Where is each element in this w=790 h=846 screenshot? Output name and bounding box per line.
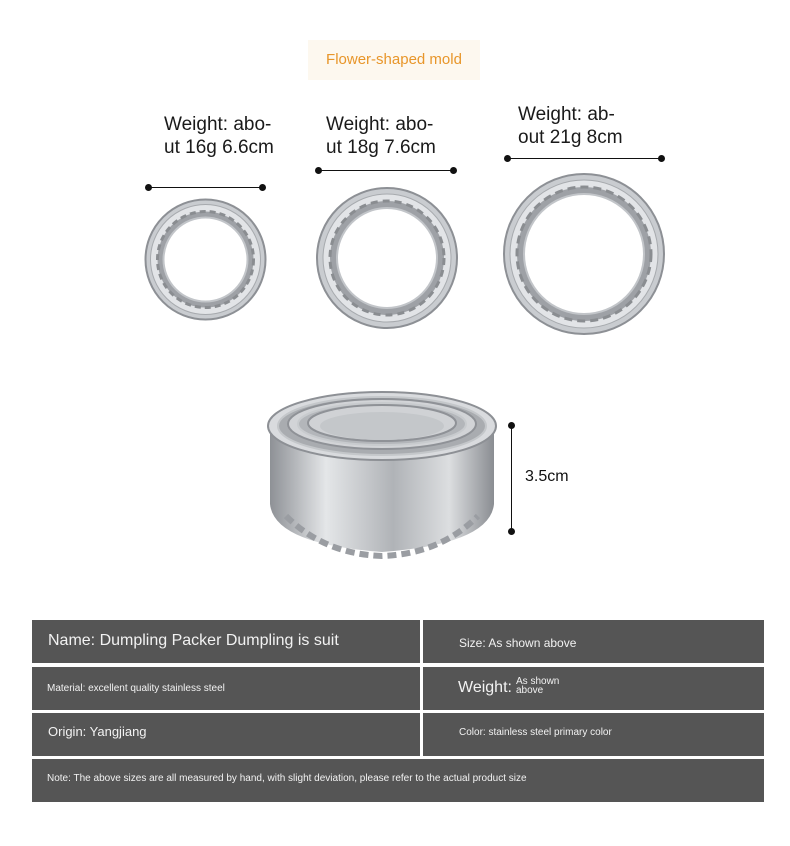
size-large-label: Weight: ab- out 21g 8cm: [518, 104, 623, 148]
stacked-molds-image: [264, 384, 500, 562]
spec-name: Name: Dumpling Packer Dumpling is suit: [32, 620, 420, 663]
size-medium-label: Weight: abo- ut 18g 7.6cm: [326, 114, 436, 158]
size-small-label: Weight: abo- ut 16g 6.6cm: [164, 114, 274, 158]
spec-weight-value: As shown above: [516, 676, 560, 696]
ring-small-image: [143, 197, 268, 322]
product-title: Flower-shaped mold: [308, 40, 480, 80]
spec-table: [32, 620, 764, 802]
spec-size: Size: As shown above: [423, 620, 764, 663]
spec-material: Material: excellent quality stainless steel: [32, 667, 420, 710]
ring-medium-image: [315, 186, 459, 330]
spec-origin: Origin: Yangjiang: [32, 713, 420, 756]
spec-color: Color: stainless steel primary color: [423, 713, 764, 756]
height-label: 3.5cm: [525, 468, 569, 485]
spec-weight: [423, 667, 764, 710]
spec-note: Note: The above sizes are all measured by hand, with slight deviation, please refer to the actual product size: [32, 759, 764, 802]
ring-large-image: [502, 172, 666, 336]
spec-weight-label: Weight:: [458, 679, 512, 696]
